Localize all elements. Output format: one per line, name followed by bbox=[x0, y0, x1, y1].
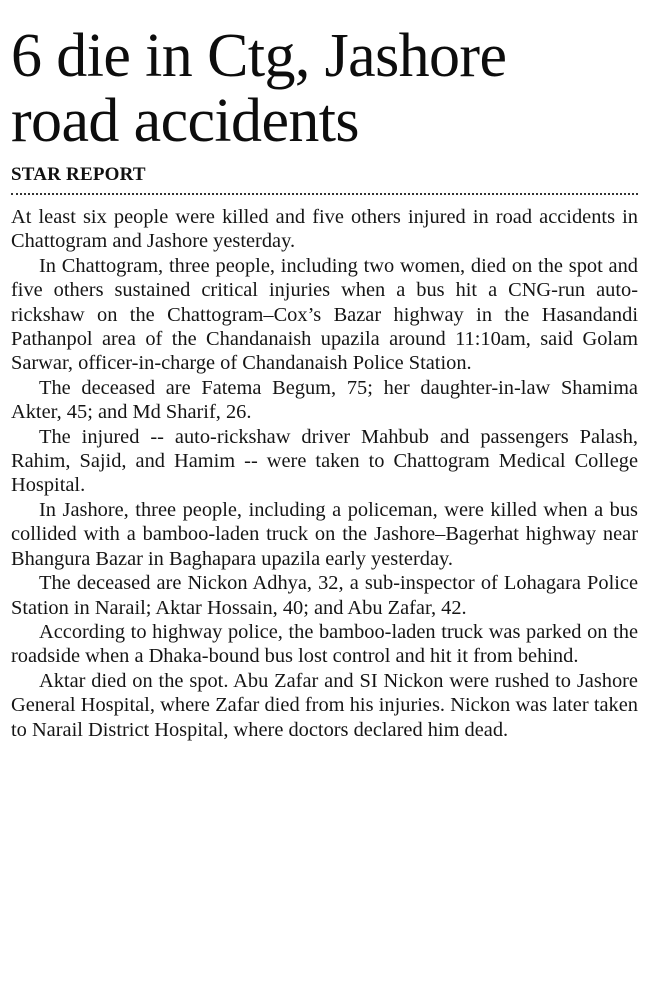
byline: STAR REPORT bbox=[11, 164, 146, 185]
dotted-divider bbox=[11, 193, 638, 195]
headline-line-1: 6 die in Ctg, Jashore bbox=[11, 22, 507, 90]
paragraph-7: According to highway police, the bamboo-laden truck was parked on the roadside when a Dhaka-bound bus lost control and hit it from behind. bbox=[11, 620, 638, 668]
headline-line-2: road accidents bbox=[11, 87, 359, 155]
paragraph-2: In Chattogram, three people, including two women, died on the spot and five others sustained critical injuries when a bus hit a CNG-run auto-rickshaw on the Chattogram–Cox’s Bazar highway in the Hasandandi Pathanpol area of the Chandanaish upazila around 11:10am, said Golam Sarwar, officer-in-charge of Chandanaish Police Station. bbox=[11, 254, 638, 375]
paragraph-4: The injured -- auto-rickshaw driver Mahbub and passengers Palash, Rahim, Sajid, and Hamim -- were taken to Chattogram Medical College Hospital. bbox=[11, 425, 638, 497]
headline bbox=[11, 0, 638, 154]
news-article bbox=[11, 0, 638, 742]
paragraph-1: At least six people were killed and five others injured in road accidents in Chattogram and Jashore yesterday. bbox=[11, 206, 638, 253]
article-body bbox=[11, 205, 638, 742]
paragraph-3: The deceased are Fatema Begum, 75; her daughter-in-law Shamima Akter, 45; and Md Sharif, 26. bbox=[11, 376, 638, 424]
paragraph-6: The deceased are Nickon Adhya, 32, a sub-inspector of Lohagara Police Station in Narail; Aktar Hossain, 40; and Abu Zafar, 42. bbox=[11, 572, 638, 619]
paragraph-8: Aktar died on the spot. Abu Zafar and SI Nickon were rushed to Jashore General Hospital, where Zafar died from his injuries. Nickon was later taken to Narail District Hospital, where doctors declared him dead. bbox=[11, 669, 638, 741]
paragraph-5: In Jashore, three people, including a policeman, were killed when a bus collided with a bamboo-laden truck on the Jashore–Bagerhat highway near Bhangura Bazar in Baghapara upazila early yesterday. bbox=[11, 498, 638, 570]
